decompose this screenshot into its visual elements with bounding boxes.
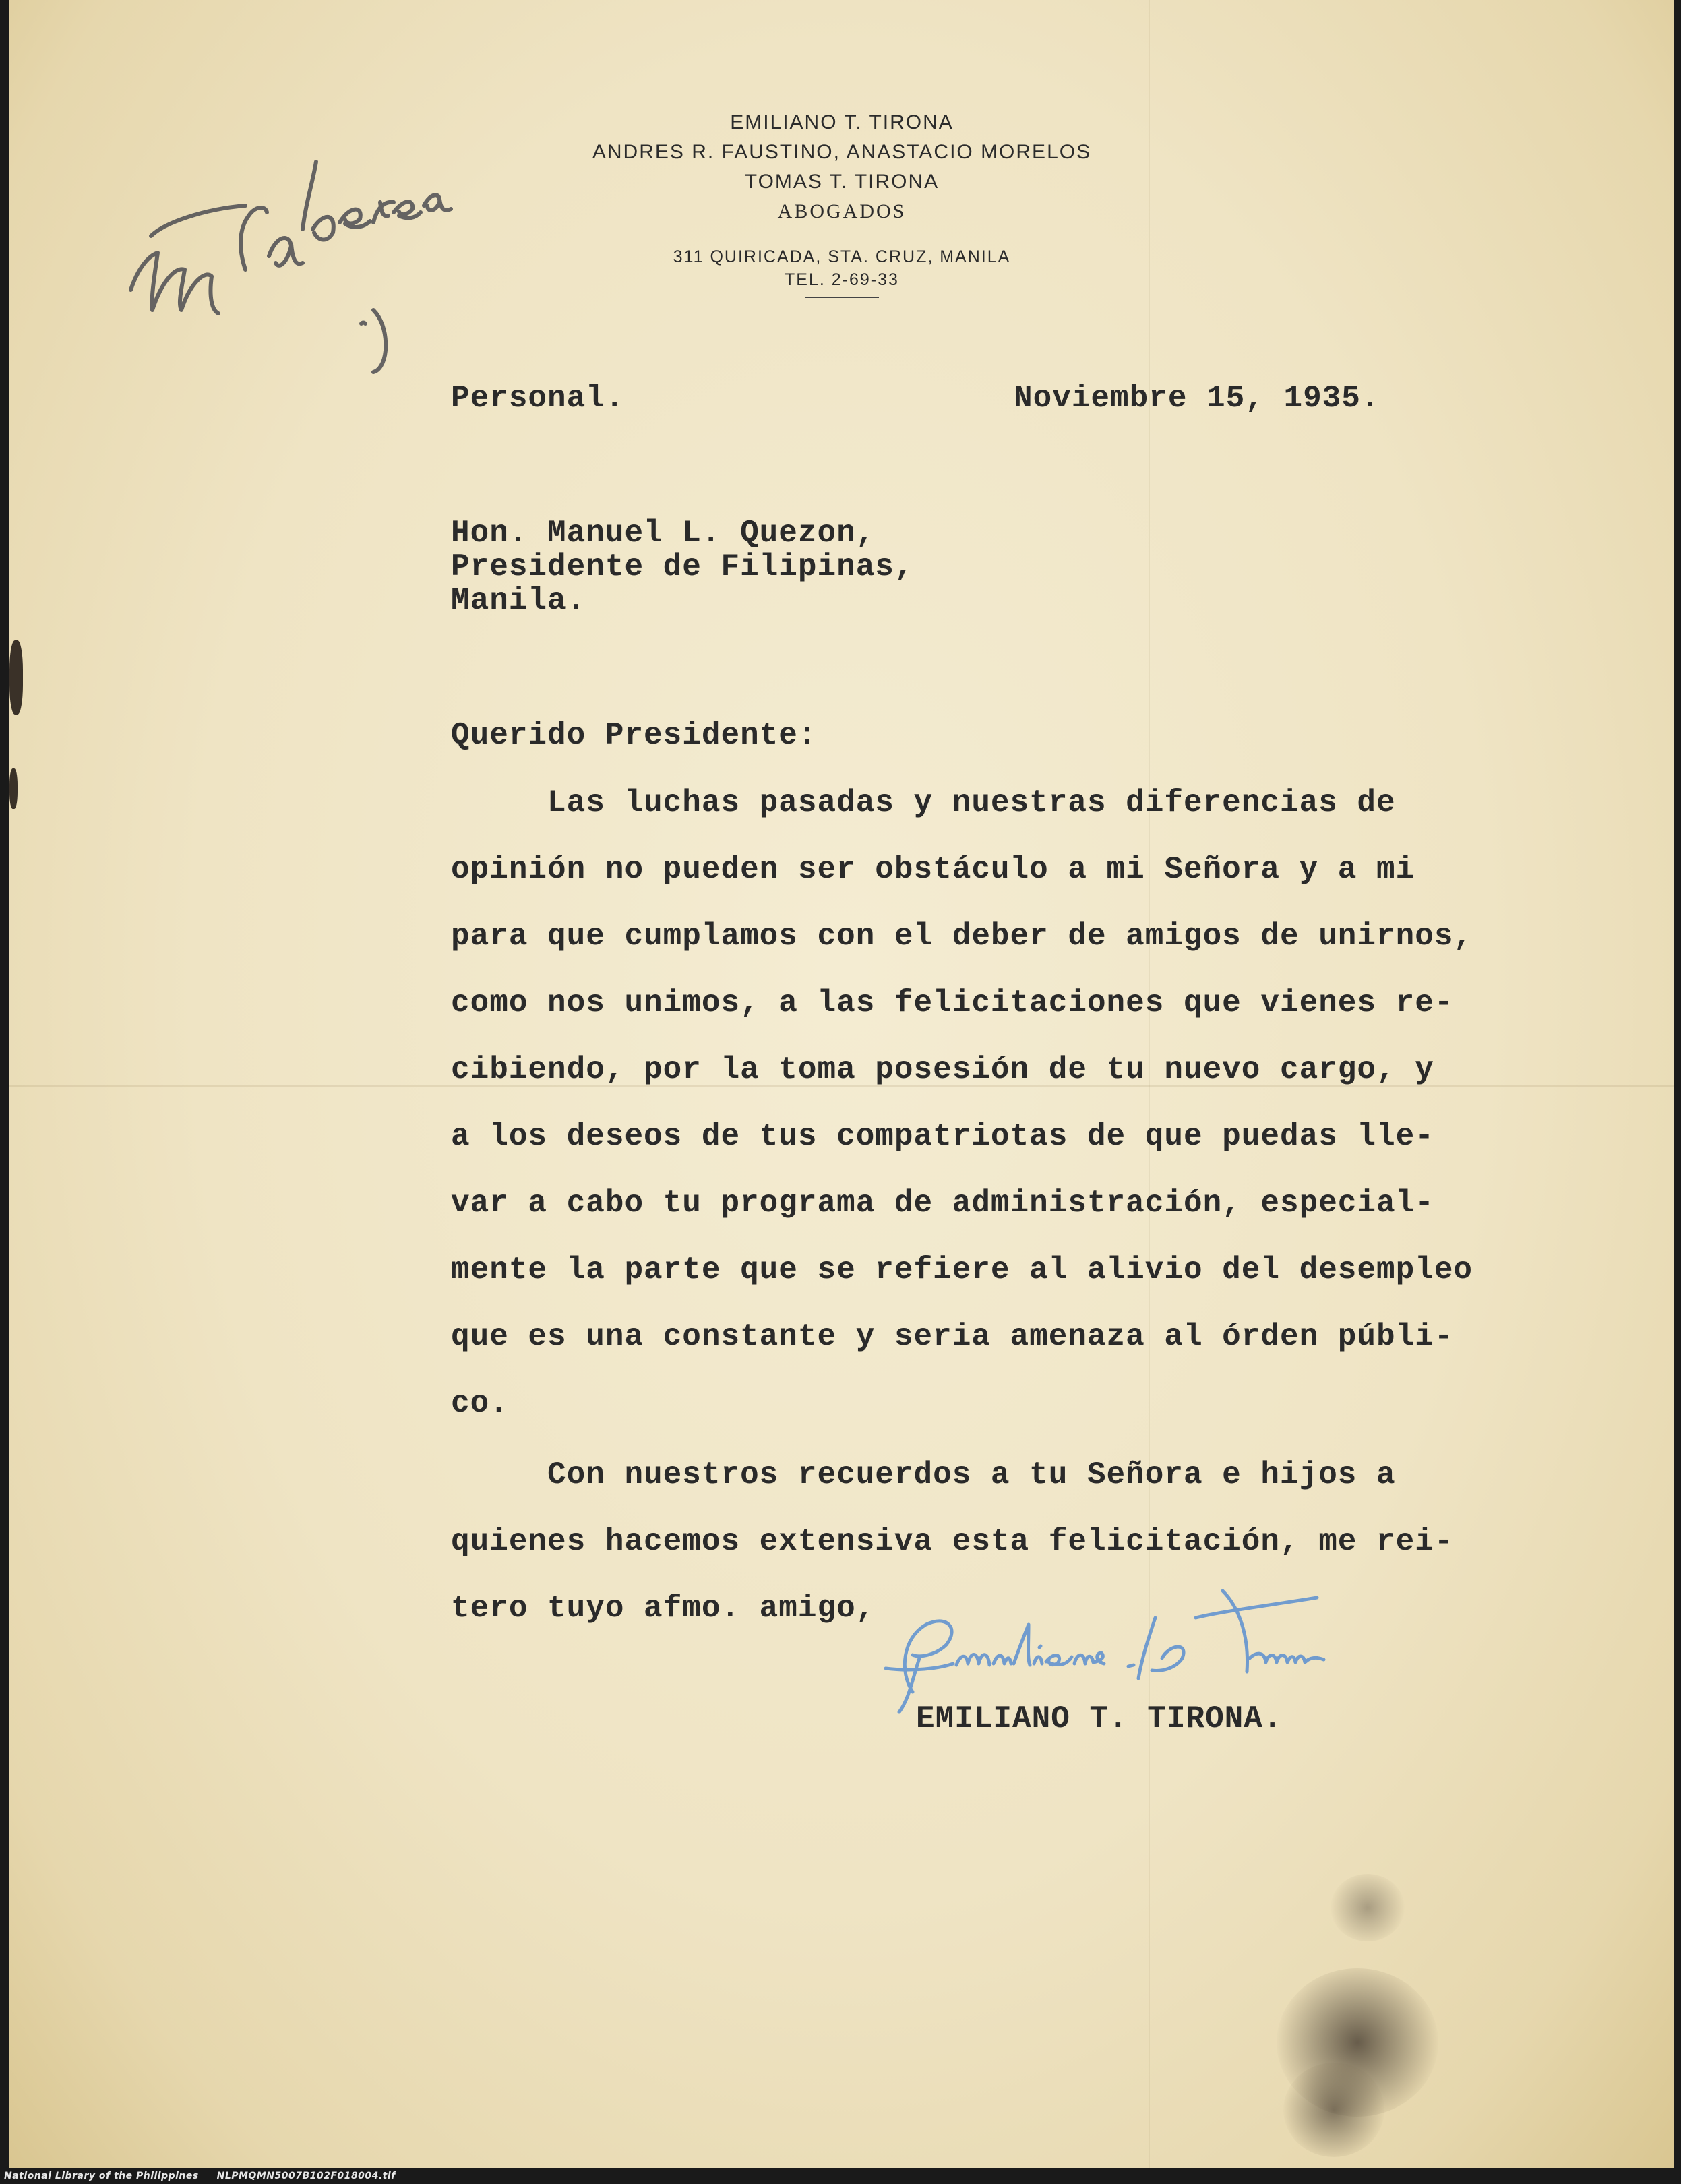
body-line: var a cabo tu programa de administración, especial- xyxy=(451,1186,1434,1221)
edge-damage xyxy=(9,768,18,809)
addressee-line: Presidente de Filipinas, xyxy=(451,549,914,584)
body-line: Con nuestros recuerdos a tu Señora e hijos a xyxy=(451,1457,1396,1492)
ink-stain xyxy=(1331,1874,1405,1941)
body-line: co. xyxy=(451,1386,509,1421)
archive-footer: National Library of the Philippines NLPMQMN5007B102F018004.tif xyxy=(4,2171,396,2181)
letter-paper xyxy=(9,0,1674,2168)
letterhead-profession: ABOGADOS xyxy=(777,200,907,222)
addressee-line: Manila. xyxy=(451,583,586,618)
body-line: cibiendo, por la toma posesión de tu nuevo cargo, y xyxy=(451,1052,1434,1087)
salutation: Querido Presidente: xyxy=(451,718,818,753)
addressee-line: Hon. Manuel L. Quezon, xyxy=(451,516,876,551)
letterhead-rule xyxy=(805,297,879,298)
body-line: quienes hacemos extensiva esta felicitación, me rei- xyxy=(451,1524,1454,1559)
letterhead-partner: TOMAS T. TIRONA xyxy=(744,171,940,193)
body-line: para que cumplamos con el deber de amigos de unirnos, xyxy=(451,919,1473,954)
body-line: tero tuyo afmo. amigo, xyxy=(451,1591,876,1626)
body-line: mente la parte que se refiere al alivio del desempleo xyxy=(451,1252,1473,1287)
edge-damage xyxy=(9,640,23,715)
letterhead-phone: TEL. 2-69-33 xyxy=(785,270,899,289)
body-line: Las luchas pasadas y nuestras diferencias de xyxy=(451,785,1396,820)
personal-label: Personal. xyxy=(451,381,625,416)
letter-date: Noviembre 15, 1935. xyxy=(1014,381,1380,416)
letterhead-name: EMILIANO T. TIRONA xyxy=(730,111,954,133)
letterhead-partners: ANDRES R. FAUSTINO, ANASTACIO MORELOS xyxy=(592,141,1092,163)
ink-stain xyxy=(1283,2063,1384,2157)
body-line: que es una constante y seria amenaza al órden públi- xyxy=(451,1319,1454,1354)
letterhead xyxy=(9,108,1674,298)
body-line: a los deseos de tus compatriotas de que puedas lle- xyxy=(451,1119,1434,1154)
body-line: como nos unimos, a las felicitaciones que vienes re- xyxy=(451,985,1454,1021)
letterhead-address: 311 QUIRICADA, STA. CRUZ, MANILA xyxy=(673,247,1011,266)
body-line: opinión no pueden ser obstáculo a mi Señora y a mi xyxy=(451,852,1415,887)
signature-name: EMILIANO T. TIRONA. xyxy=(916,1701,1283,1736)
